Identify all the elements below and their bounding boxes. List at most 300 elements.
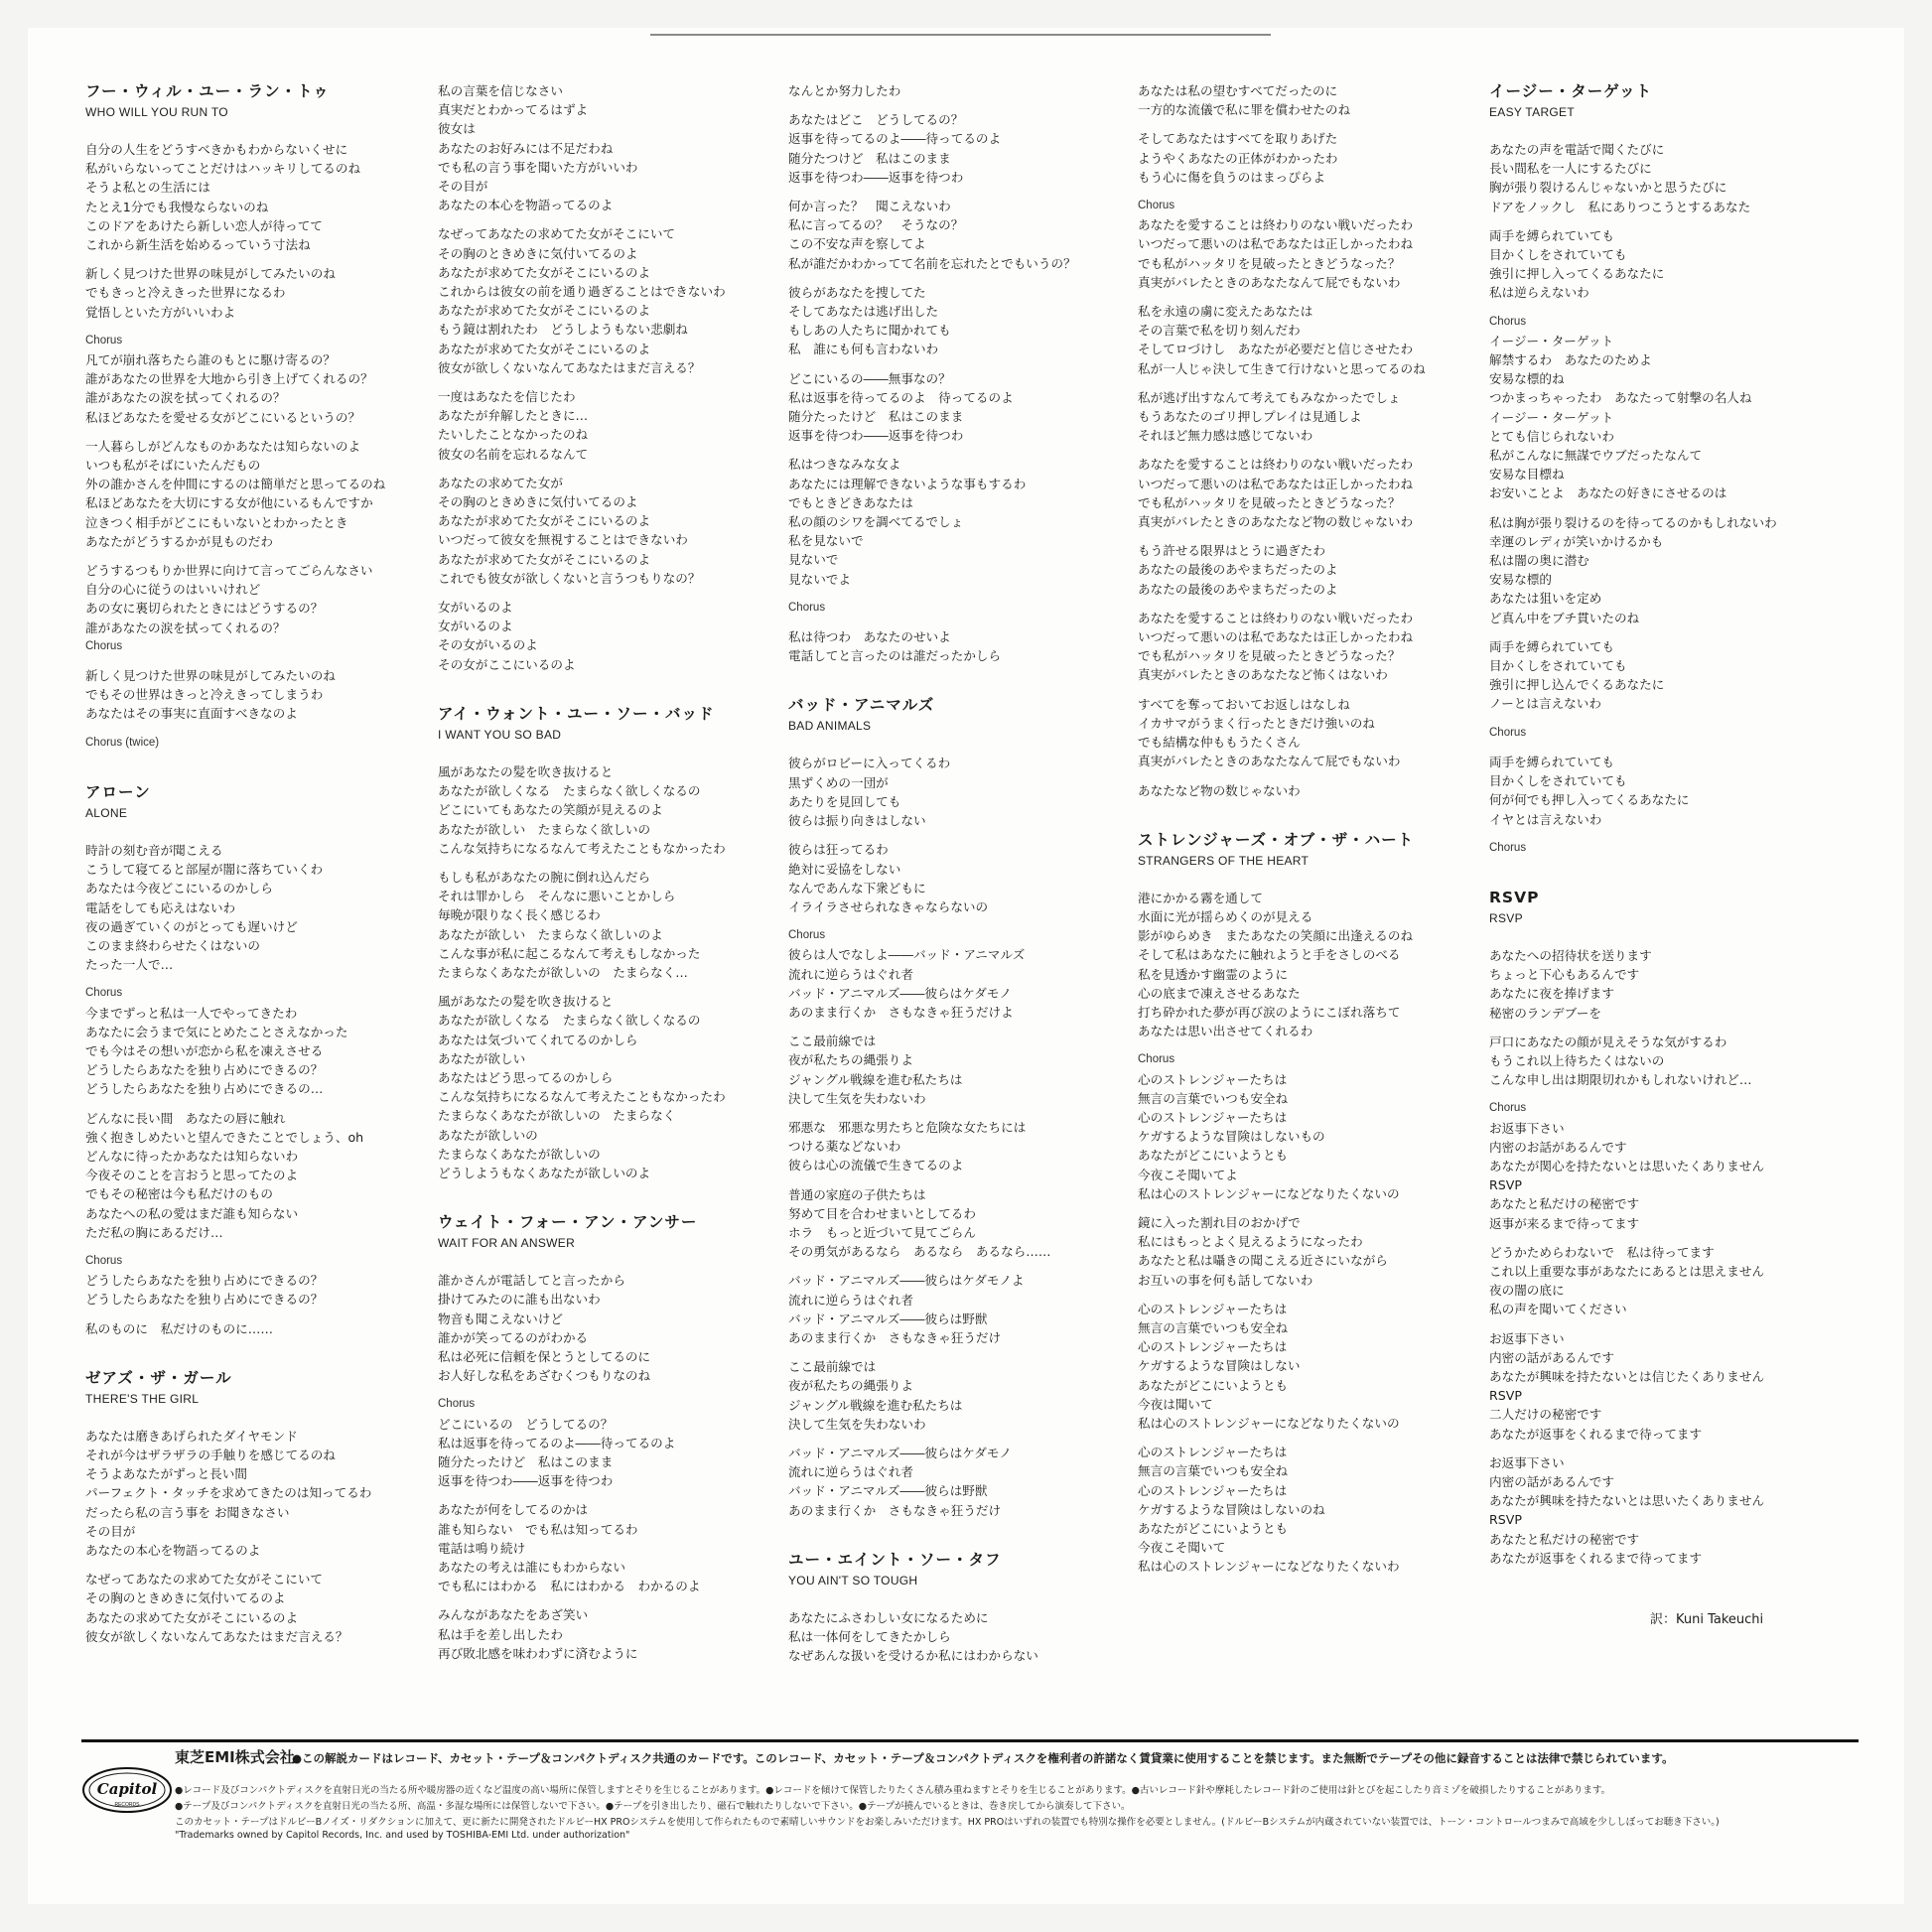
- lyric-line: あなたの声を電話で聞くたびに: [1489, 142, 1665, 157]
- lyric-line: あなたがどこにいようとも: [1138, 1521, 1289, 1536]
- stanza: [1489, 1099, 1817, 1232]
- lyric-line: あなたと私は囁きの聞こえる近さにいながら: [1138, 1253, 1388, 1269]
- translator-credit: 訳：Kuni Takeuchi: [1650, 1612, 1764, 1627]
- lyric-line: RSVP: [1489, 1388, 1522, 1404]
- lyric-line: この不安な声を察してよ: [788, 236, 926, 252]
- lyric-line: 私のものに 私だけのものに……: [85, 1320, 273, 1336]
- lyric-line: もしも私があなたの腕に倒れ込んだら: [438, 869, 651, 885]
- lyric-line: たいしたことなかったのね: [438, 427, 589, 443]
- song-title-english: WAIT FOR AN ANSWER: [438, 1236, 576, 1251]
- lyric-line: あなたが関心を持たないとは思いたくありません: [1489, 1158, 1765, 1173]
- lyric-line: あなたが返事をくれるまで待ってます: [1489, 1550, 1703, 1566]
- lyric-line: 水面に光が揺らめくのが見える: [1138, 908, 1313, 924]
- stanza: [788, 1357, 1116, 1434]
- lyric-line: 彼女が欲しくないなんてあなたはまだ言える？: [85, 1628, 348, 1644]
- stanza: [438, 1395, 765, 1490]
- lyric-line: そうよあなたがずっと長い間: [85, 1466, 247, 1482]
- lyric-line: これ以上重要な事があなたにあるとは思えません: [1489, 1263, 1765, 1279]
- top-edge-line: [650, 34, 1271, 36]
- lyric-line: どこにいてもあなたの笑顔が見えるのよ: [438, 802, 663, 818]
- lyric-line: あの女に裏切られたときにはどうするの？: [85, 601, 324, 617]
- lyric-line: 強引に押し入ってくるあなたに: [1489, 266, 1665, 282]
- lyric-line: 心のストレンジャーたちは: [1138, 1301, 1288, 1316]
- lyric-line: 風があなたの髪を吹き抜けると: [438, 994, 614, 1010]
- lyric-line: あなたの考えは誰にもわからない: [438, 1560, 625, 1575]
- lyric-line: 返事を待つわ――返事を待つわ: [788, 169, 964, 185]
- lyric-line: なんであんな下衆どもに: [788, 880, 926, 896]
- lyric-line: 戸口にあなたの顔が見えそうな気がするわ: [1489, 1034, 1727, 1049]
- lyric-line: なんとか努力したわ: [788, 83, 901, 98]
- lyric-line: 胸が張り裂けるんじゃないかと思うたびに: [1489, 180, 1727, 196]
- lyric-line: もしあの人たちに聞かれても: [788, 323, 951, 339]
- song-title: アイ・ウォント・ユー・ソー・バッド: [438, 704, 715, 723]
- lyric-line: あのまま行くか さもなきゃ狂うだけよ: [788, 1004, 1014, 1020]
- lyric-line: それは罪かしら そんなに悪いことかしら: [438, 889, 676, 904]
- lyric-line: あなたはどこ どうしてるの？: [788, 112, 964, 128]
- lyrics-column: [788, 81, 1116, 1695]
- lyric-line: 私がこんなに無謀でウブだったなんて: [1489, 448, 1703, 464]
- lyric-line: 彼らがあなたを捜してた: [788, 284, 926, 300]
- song-title-english: WHO WILL YOU RUN TO: [85, 105, 228, 119]
- lyric-line: もう鏡は割れたわ どうしようもない悲劇ね: [438, 322, 688, 338]
- song-block: [1138, 830, 1465, 1577]
- lyric-line: 女がいるのよ: [438, 600, 513, 616]
- lyric-line: あなたと私だけの秘密です: [1489, 1196, 1640, 1212]
- song-block: [1489, 81, 1817, 858]
- lyric-line: みんながあなたをあざ笑い: [438, 1607, 589, 1623]
- lyric-line: あなたのお好みには不足だわね: [438, 140, 614, 156]
- stanza: [1489, 513, 1817, 627]
- lyric-line: どうしたらあなたを独り占めにできるの？: [85, 1273, 324, 1289]
- lyric-line: ど真ん中をブチ貫いたのね: [1489, 610, 1640, 625]
- lyric-line: あなたを愛することは終わりのない戦いだったわ: [1138, 217, 1414, 233]
- lyric-line: 返事が来るまで待ってます: [1489, 1215, 1640, 1231]
- lyric-line: 一方的な流儀で私に罪を償わせたのね: [1138, 102, 1351, 118]
- lyric-line: イライラさせられなきゃならないの: [788, 898, 989, 914]
- lyric-line: あなたなど物の数じゃないわ: [1138, 782, 1301, 798]
- lyric-line: 彼女は: [438, 121, 476, 137]
- lyric-line: 私ほどあなたを愛せる女がどこにいるというの？: [85, 409, 361, 425]
- song-title-english: EASY TARGET: [1489, 105, 1575, 119]
- lyric-line: 安易な標的: [1489, 572, 1552, 588]
- lyric-line: 私は心のストレンジャーになどなりたくないの: [1138, 1415, 1400, 1431]
- lyric-line: そしてあなたはすべてを取りあげた: [1138, 131, 1338, 147]
- lyric-line: 黒ずくめの一団が: [788, 774, 889, 790]
- lyric-line: 今夜こそ聞いてよ: [1138, 1167, 1238, 1182]
- lyric-line: 目かくしをされていても: [1489, 773, 1627, 789]
- lyric-line: 新しく見つけた世界の味見がしてみたいのね: [85, 668, 336, 684]
- lyric-line: 両手を縛られていても: [1489, 754, 1614, 769]
- lyric-line: 随分たつけど 私はこのまま: [788, 150, 951, 166]
- lyric-line: 普通の家庭の子供たちは: [788, 1186, 926, 1202]
- stanza: [85, 332, 413, 427]
- lyric-line: お互いの事を何も話してないわ: [1138, 1272, 1313, 1288]
- lyric-line: バッド・アニマルズ――彼らはケダモノ: [788, 1445, 1012, 1460]
- chorus-label: Chorus: [85, 1254, 123, 1267]
- lyric-line: あなたが何をしてるのかは: [438, 1502, 589, 1518]
- lyric-line: 鏡に入った割れ目のおかげで: [1138, 1214, 1301, 1230]
- lyric-line: 無言の言葉でいつも安全ね: [1138, 1463, 1289, 1479]
- lyric-line: あなたに夜を捧げます: [1489, 986, 1614, 1002]
- lyric-line: 時計の刻む音が聞こえる: [85, 842, 223, 858]
- lyric-line: こんな事が私に起こるなんて考えもしなかった: [438, 945, 701, 961]
- lyric-line: あたりを見回しても: [788, 793, 901, 809]
- lyric-line: 努めて目を合わせまいとしてるわ: [788, 1205, 976, 1221]
- lyric-line: 彼らは心の流儀で生きてるのよ: [788, 1158, 964, 1173]
- lyric-line: 港にかかる霧を通して: [1138, 890, 1263, 905]
- lyric-line: あなたと私だけの秘密です: [1489, 1531, 1640, 1547]
- stanza: [438, 1605, 765, 1663]
- lyric-line: いつだって悪いのは私であなたは正しかったわね: [1138, 476, 1414, 491]
- lyric-line: 心のストレンジャーたちは: [1138, 1109, 1288, 1125]
- company-name: 東芝EMI株式会社: [175, 1748, 295, 1766]
- lyric-line: 返事を待つわ――返事を待つわ: [438, 1473, 614, 1489]
- stanza: [85, 437, 413, 551]
- lyric-line: 私は待つわ あなたのせいよ: [788, 629, 951, 645]
- lyric-line: そしてロづけし あなたが必要だと信じさせたわ: [1138, 342, 1414, 357]
- stanza: [788, 1185, 1116, 1262]
- song-block: [85, 81, 413, 753]
- lyric-line: たまらなくあなたが欲しいの たまらなく…: [438, 964, 688, 980]
- footer-note: ●レコード及びコンパクトディスクを直射日光の当たる所や暖房器の近くなど温度の高い場所に保管しますとそりを生じることがあります。●レコードを傾けて保管したりたくさん積み重ねますとそりを生じることがあります。●古いレコード針や摩耗したレコード針のご使用は針とびを起こしたり音ミゾを破損したりすることがあります。: [175, 1785, 1611, 1796]
- lyric-line: ここ最前線では: [788, 1359, 877, 1375]
- lyric-line: 随分たったけど 私はこのまま: [438, 1453, 614, 1469]
- lyric-line: あなたがどこにいようとも: [1138, 1148, 1289, 1164]
- lyric-line: あなたの求めてた女がそこにいるのよ: [85, 1609, 299, 1625]
- lyric-line: 何か言った？ 聞こえないわ: [788, 199, 951, 214]
- lyric-line: このドアをあけたら新しい恋人が待ってて: [85, 217, 323, 233]
- lyric-line: 随分たったけど 私はこのまま: [788, 409, 964, 425]
- stanza: [438, 224, 765, 377]
- lyric-line: 安易な標的ね: [1489, 371, 1565, 387]
- song-title: フー・ウィル・ユー・ラン・トゥ: [85, 82, 330, 100]
- song-title-english: ALONE: [85, 805, 128, 820]
- lyric-line: 私が逃げ出すなんて考えてもみなかったでしょ: [1138, 389, 1401, 405]
- trademark-note: "Trademarks owned by Capitol Records, Inc. and used by TOSHIBA-EMI Ltd. under authorization": [175, 1830, 630, 1841]
- lyric-line: ジャングル戦線を進む私たちは: [788, 1397, 963, 1413]
- lyric-line: その女がいるのよ: [438, 637, 538, 653]
- lyric-line: あなたの本心を物語ってるのよ: [438, 198, 614, 213]
- lyric-line: でも私がハッタリを見破ったときどうなった？: [1138, 648, 1401, 664]
- legal-notice: ●この解説カードはレコード、カセット・テープ＆コンパクトディスク共通のカードです。このレコード、カセット・テープ＆コンパクトディスクを権利者の許諾なく賃貸業に使用することを禁じます。また無断でテープその他に録音することは法律で禁じられています。: [292, 1751, 1674, 1765]
- lyric-line: 邪悪な 邪悪な男たちと危険な女たちには: [788, 1119, 1027, 1135]
- lyric-line: 私ほどあなたを大切にする女が他にいるもんですか: [85, 495, 373, 511]
- lyric-line: 夜が私たちの縄張りよ: [788, 1378, 913, 1394]
- lyric-line: もうあなたのゴリ押しプレイは見通しよ: [1138, 409, 1362, 425]
- lyric-line: お返事下さい: [1489, 1454, 1565, 1470]
- stanza: [788, 1444, 1116, 1520]
- chorus-label: Chorus: [1138, 1053, 1175, 1066]
- lyric-line: 私は手を差し出したわ: [438, 1626, 563, 1642]
- lyric-line: こんな気持ちになるなんて考えたこともなかったわ: [438, 1089, 726, 1105]
- lyric-line: 決して生気を失わないわ: [788, 1416, 926, 1432]
- lyric-line: あなたには理解できないような事もするわ: [788, 476, 1027, 491]
- lyric-line: どうするつもりか世界に向けて言ってごらんなさい: [85, 563, 373, 579]
- lyric-line: その目が: [438, 179, 488, 195]
- lyric-line: 凡てが崩れ落ちたら誰のもとに駆け寄るの？: [85, 352, 336, 368]
- lyric-line: 心のストレンジャーたちは: [1138, 1071, 1288, 1087]
- song-title: ストレンジャーズ・オブ・ザ・ハート: [1138, 830, 1415, 849]
- lyric-line: ホラ もっと近づいて見てごらん: [788, 1224, 976, 1240]
- song-block: [788, 695, 1116, 1519]
- song-block: [85, 1368, 413, 1646]
- lyric-line: 私がいらないってことだけはハッキリしてるのね: [85, 161, 361, 177]
- chorus-label: Chorus: [85, 987, 123, 1000]
- lyric-line: あのまま行くか さもなきゃ狂うだけ: [788, 1502, 1002, 1518]
- song-block: [788, 81, 1116, 665]
- lyric-line: 彼女の名前を忘れるなんて: [438, 446, 589, 462]
- lyric-line: あなたを愛することは終わりのない戦いだったわ: [1138, 610, 1414, 625]
- stanza: [1138, 889, 1465, 1041]
- lyric-line: あなたが求めてた女がそこにいるのよ: [438, 264, 651, 280]
- lyric-line: 私は逆らえないわ: [1489, 285, 1589, 301]
- lyric-line: 返事を待つわ――返事を待つわ: [788, 428, 964, 444]
- lyric-line: あなたは今夜どこにいるのかしら: [85, 881, 273, 897]
- lyric-line: あなたが求めてた女がそこにいるのよ: [438, 341, 651, 356]
- lyric-line: いつも私がそばにいたんだもの: [85, 458, 261, 474]
- lyric-line: 真実だとわかってるはずよ: [438, 102, 589, 118]
- stanza: [1138, 197, 1465, 292]
- lyric-line: イージー・ターゲット: [1489, 409, 1614, 425]
- lyric-line: 私はつきなみな女よ: [788, 457, 901, 473]
- stanza: [1138, 129, 1465, 187]
- lyric-line: 掛けてみたのに誰も出ないわ: [438, 1292, 601, 1308]
- lyric-line: あなたの求めてた女が: [438, 475, 563, 490]
- stanza: [438, 474, 765, 588]
- lyric-line: ただ私の胸にあるだけ…: [85, 1224, 223, 1240]
- lyric-line: 泣きつく相手がどこにもいないとわかったとき: [85, 514, 348, 530]
- lyric-line: あなたは磨きあげられたダイヤモンド: [85, 1428, 298, 1444]
- stanza: [788, 81, 1116, 100]
- lyric-line: その勇気があるなら あるなら あるなら……: [788, 1244, 1051, 1260]
- lyric-line: たまらなくあなたが欲しいの: [438, 1146, 601, 1162]
- lyric-line: ケガするような冒険はしないもの: [1138, 1129, 1325, 1145]
- lyric-line: こうして寝てると部屋が闇に落ちていくわ: [85, 862, 324, 878]
- lyric-line: 彼らは狂ってるわ: [788, 842, 889, 858]
- stanza: [1489, 637, 1817, 714]
- lyric-line: その女がここにいるのよ: [438, 656, 576, 672]
- lyric-line: あなたはどう思ってるのかしら: [438, 1069, 614, 1085]
- stanza: [1489, 226, 1817, 303]
- stanza: [85, 1570, 413, 1646]
- chorus-label: Chorus: [1489, 726, 1527, 739]
- lyric-line: でも結構な仲ももうたくさん: [1138, 735, 1301, 751]
- lyric-line: 無言の言葉でいつも安全ね: [1138, 1090, 1289, 1106]
- lyric-line: 秘密のランデブーを: [1489, 1005, 1601, 1021]
- song-block: [438, 704, 765, 1182]
- lyrics-column: [1138, 81, 1465, 1606]
- lyric-line: でも私の言う事を聞いた方がいいわ: [438, 159, 638, 175]
- lyric-line: 私に言ってるの？ そうなの？: [788, 217, 964, 233]
- chorus-label: Chorus: [85, 334, 123, 346]
- stanza: [788, 754, 1116, 830]
- stanza: [1489, 1243, 1817, 1319]
- stanza: [85, 984, 413, 1098]
- stanza: [438, 598, 765, 674]
- stanza: [85, 1427, 413, 1560]
- lyric-line: どこにいるの どうしてるの？: [438, 1416, 614, 1432]
- lyric-line: それほど無力感は感じてないわ: [1138, 428, 1313, 444]
- song-block: [438, 1212, 765, 1663]
- lyric-line: でも私がハッタリを見破ったときどうなった？: [1138, 494, 1401, 510]
- song-block: [1138, 81, 1465, 800]
- lyric-line: 私は闇の奥に潜む: [1489, 553, 1589, 569]
- chorus-label: Chorus: [1489, 1102, 1527, 1115]
- lyric-line: ノーとは言えないわ: [1489, 696, 1601, 712]
- chorus-label: Chorus: [788, 601, 826, 614]
- lyric-line: 強く抱きしめたいと望んできたことでしょう、oh: [85, 1129, 364, 1145]
- lyric-line: でも今はその想いが恋から私を凍えさせる: [85, 1042, 324, 1058]
- lyric-line: 心のストレンジャーたちは: [1138, 1339, 1288, 1355]
- lyric-line: 両手を縛られていても: [1489, 638, 1614, 654]
- lyric-line: 目かくしをされていても: [1489, 658, 1627, 674]
- lyric-line: 打ち砕かれた夢が再び涙のようにこぼれ落ちて: [1138, 1004, 1401, 1020]
- stanza: [1138, 781, 1465, 800]
- lyric-line: 彼らがロビーに入ってくるわ: [788, 756, 951, 771]
- lyric-line: その胸のときめきに気付いてるのよ: [438, 494, 638, 510]
- lyric-line: 心のストレンジャーたちは: [1138, 1482, 1288, 1498]
- stanza: [85, 264, 413, 322]
- lyric-line: お返事下さい: [1489, 1330, 1565, 1346]
- stanza: [85, 666, 413, 724]
- lyric-line: これからは彼女の前を通り過ぎることはできないわ: [438, 284, 726, 300]
- lyric-line: 誰があなたの涙を拭ってくれるの？: [85, 390, 286, 406]
- song-block: [1489, 888, 1817, 1568]
- lyric-line: バッド・アニマルズ――彼らは野獣: [788, 1483, 988, 1499]
- lyric-line: 私の顔のシワを調べてるでしょ: [788, 514, 964, 530]
- stanza: [438, 1271, 765, 1385]
- lyric-line: 誰かさんが電話してと言ったから: [438, 1273, 625, 1289]
- stanza: [1489, 724, 1817, 743]
- stanza: [438, 762, 765, 858]
- lyric-line: たとえ1分でも我慢ならないのね: [85, 199, 269, 214]
- song-title: バッド・アニマルズ: [788, 696, 935, 715]
- lyric-line: ここ最前線では: [788, 1034, 877, 1049]
- lyric-line: 新しく見つけた世界の味見がしてみたいのね: [85, 266, 336, 282]
- stanza: [85, 1109, 413, 1242]
- lyric-line: イカサマがうまく行ったときだけ強いのね: [1138, 715, 1375, 731]
- stanza: [788, 197, 1116, 273]
- lyric-line: あなたが求めてた女がそこにいるのよ: [438, 551, 651, 567]
- lyric-line: 内密のお話があるんです: [1489, 1139, 1627, 1155]
- lyric-line: ケガするような冒険はしない: [1138, 1358, 1301, 1374]
- stanza: [1138, 1050, 1465, 1203]
- stanza: [788, 599, 1116, 618]
- stanza: [788, 1032, 1116, 1108]
- lyric-line: なぜってあなたの求めてた女がそこにいて: [438, 226, 676, 242]
- stanza: [438, 868, 765, 982]
- lyric-line: どうしようもなくあなたが欲しいのよ: [438, 1165, 651, 1180]
- song-title-english: YOU AIN'T SO TOUGH: [788, 1573, 918, 1587]
- lyric-line: もう心に傷を負うのはまっぴらよ: [1138, 169, 1325, 185]
- lyric-line: 今夜は聞いて: [1138, 1396, 1213, 1412]
- lyric-line: あなたは狙いを定め: [1489, 591, 1602, 607]
- song-title-english: BAD ANIMALS: [788, 719, 872, 734]
- lyric-line: これでも彼女が欲しくないと言うつもりなの？: [438, 570, 701, 586]
- lyric-line: あなたがどうするかが見ものだわ: [85, 533, 273, 549]
- lyrics-column: [1489, 81, 1817, 1597]
- lyric-line: お安いことよ あなたの好きにさせるのは: [1489, 485, 1727, 501]
- lyric-line: 私を永遠の虜に変えたあなたは: [1138, 304, 1313, 320]
- lyric-line: どうしたらあなたを独り占めにできるの？: [85, 1292, 324, 1308]
- lyric-line: 誰も知らない でも私は知ってるわ: [438, 1521, 638, 1537]
- lyric-line: あのまま行くか さもなきゃ狂うだけ: [788, 1329, 1002, 1345]
- song-title-english: RSVP: [1489, 910, 1523, 925]
- lyric-line: あなたの本心を物語ってるのよ: [85, 1542, 261, 1558]
- lyric-line: つかまっちゃったわ あなたって射撃の名人ね: [1489, 390, 1752, 406]
- lyric-line: あなたが興味を持たないとは信じたくありません: [1489, 1368, 1765, 1384]
- lyric-line: あなたが興味を持たないとは思いたくありません: [1489, 1493, 1765, 1509]
- lyric-line: RSVP: [1489, 1177, 1522, 1193]
- stanza: [788, 455, 1116, 588]
- stanza: [1489, 140, 1817, 216]
- song-title: RSVP: [1489, 888, 1540, 906]
- lyric-line: 風があなたの髪を吹き抜けると: [438, 763, 614, 779]
- lyric-line: 内密の話があるんです: [1489, 1473, 1614, 1489]
- lyric-line: 返事を待ってるのよ――待ってるのよ: [788, 131, 1002, 147]
- lyric-line: だったら私の言う事を お聞きなさい: [85, 1504, 290, 1520]
- stanza: [1489, 1453, 1817, 1568]
- lyric-line: 両手を縛られていても: [1489, 227, 1614, 243]
- lyrics-column: [438, 81, 765, 1693]
- lyric-line: 私 誰にも何も言わないわ: [788, 342, 939, 357]
- stanza: [1138, 81, 1465, 119]
- chorus-label: Chorus: [788, 929, 826, 942]
- stanza: [1489, 313, 1817, 503]
- stanza: [788, 1271, 1116, 1347]
- lyric-line: 夜の闇の底に: [1489, 1283, 1565, 1299]
- lyric-line: 長い間私を一人にするたびに: [1489, 161, 1652, 177]
- lyric-line: 覚悟しといた方がいいわよ: [85, 304, 236, 320]
- song-title: ユー・エイント・ソー・タフ: [788, 1550, 1002, 1569]
- stanza: [438, 992, 765, 1182]
- stanza: [788, 283, 1116, 359]
- chorus-label: Chorus: [1489, 315, 1527, 328]
- stanza: [1489, 1033, 1817, 1090]
- lyric-line: 夜が私たちの縄張りよ: [788, 1052, 913, 1068]
- stanza: [85, 140, 413, 254]
- stanza: [85, 734, 413, 753]
- lyric-line: バッド・アニマルズ――彼らはケダモノ: [788, 985, 1012, 1001]
- lyric-line: どんなに長い間 あなたの唇に触れ: [85, 1110, 286, 1126]
- lyric-line: 自分の心に従うのはいいけれど: [85, 582, 261, 598]
- lyric-line: その目が: [85, 1523, 136, 1539]
- lyric-line: 私を見ないで: [788, 533, 864, 549]
- stanza: [1138, 695, 1465, 771]
- stanza: [1138, 388, 1465, 446]
- lyric-line: 自分の人生をどうすべきかもわからないくせに: [85, 142, 348, 157]
- lyric-line: どうしたらあなたを独り占めにできるの…: [85, 1081, 324, 1097]
- lyric-line: あなたが欲しいの: [438, 1127, 538, 1143]
- stanza: [788, 840, 1116, 916]
- lyric-line: あなたの最後のあやまちだったのよ: [1138, 581, 1338, 597]
- lyric-line: でもきっと冷えきった世界になるわ: [85, 285, 286, 301]
- lyric-line: イヤとは言えないわ: [1489, 811, 1602, 827]
- lyric-line: ドアをノックし 私にありつこうとするあなた: [1489, 199, 1751, 214]
- lyric-line: 私は心のストレンジャーになどなりたくないの: [1138, 1185, 1400, 1201]
- lyric-line: でもときどきあなたは: [788, 494, 913, 510]
- stanza: [788, 1118, 1116, 1175]
- song-block: [85, 782, 413, 1338]
- lyric-line: お返事下さい: [1489, 1120, 1565, 1136]
- stanza: [1138, 455, 1465, 531]
- lyric-line: 毎晩が限りなく長く感じるわ: [438, 907, 601, 923]
- lyric-line: あなたが欲しくなる たまらなく欲しくなるの: [438, 1013, 701, 1029]
- capitol-logo: [81, 1760, 173, 1816]
- lyric-line: バッド・アニマルズ――彼らは野獣: [788, 1311, 988, 1326]
- svg-text:RECORDS: RECORDS: [114, 1802, 140, 1808]
- footer-note: ●テープ及びコンパクトディスクを直射日光の当たる所、高温・多湿な場所には保管しないで下さい。●テープを引き出したり、磁石で触れたりしないで下さい。●テープが撓んでいるときは、巻き戻してから演奏して下さい。: [175, 1801, 1131, 1812]
